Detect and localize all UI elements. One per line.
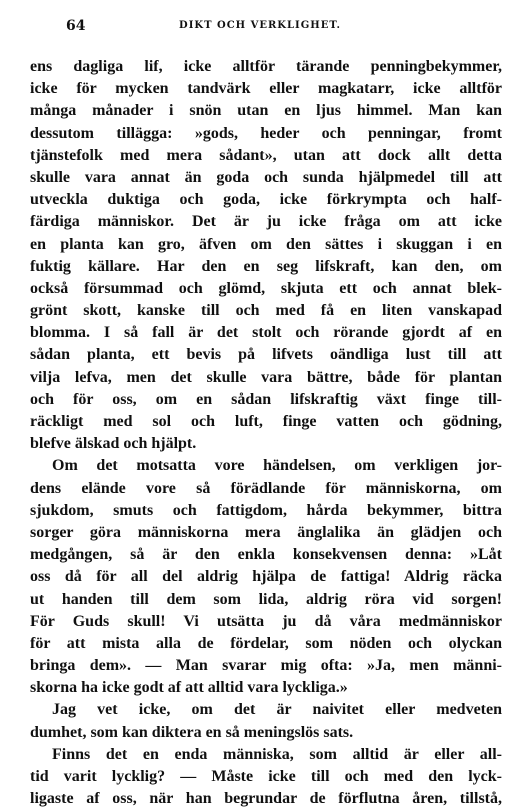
- text-line: och för oss, om en sådan lifskraftig växt finge till-: [30, 390, 502, 408]
- body-text: [30, 56, 502, 810]
- text-line: dessutom tillägga: »gods, heder och penningar, fromt: [30, 124, 502, 142]
- text-line: dens elände vore så förädlande för människorna, om: [30, 479, 502, 497]
- text-line: för att mista alla de fördelar, som nöden och olyckan: [30, 634, 502, 652]
- text-line: För Guds skull! Vi utsätta ju då våra medmänniskor: [30, 612, 502, 630]
- text-line: blomma. I så fall är det stolt och rörande gjordt af en: [30, 324, 502, 342]
- text-line: många månader i snön utan en ljus himmel. Man kan: [30, 102, 502, 120]
- text-line: fuktig källare. Har den en seg lifskraft, kan den, om: [30, 257, 502, 275]
- text-line: räckligt med sol och luft, finge vatten och gödning,: [30, 413, 502, 430]
- text-line: en planta kan gro, äfven om den sättes i skuggan i en: [30, 235, 502, 253]
- text-line: också försummad och glömd, skjuta ett och annat blek-: [30, 279, 502, 297]
- text-line: ligaste af oss, när han begrundar de förflutna åren, tillstå,: [30, 790, 502, 808]
- text-line: Finns det en enda människa, som alltid är eller all-: [52, 745, 502, 763]
- text-line: medgången, så är den enkla konsekvensen denna: »Låt: [30, 546, 502, 564]
- text-line: skulle vara annat än goda och sunda hjälpmedel till att: [30, 168, 502, 186]
- text-line: sorger göra människorna mera änglalika än glädjen och: [30, 523, 502, 541]
- text-line: blefve älskad och hjälpt.: [30, 435, 197, 453]
- text-line: sådan planta, ett bevis på lifvets oändliga lust till att: [30, 346, 502, 364]
- text-line: sjukdom, smuts och fattigdom, hårda bekymmer, bittra: [30, 501, 502, 519]
- text-line: Jag vet icke, om det är naivitet eller medveten: [52, 701, 502, 719]
- text-line: bringa dem». — Man svarar mig ofta: »Ja, men männi-: [30, 657, 502, 675]
- text-line: icke för mycken tandvärk eller magkatarr, icke alltför: [30, 80, 502, 98]
- text-line: utveckla duktiga och goda, icke förkrympta och half-: [30, 191, 502, 209]
- running-title: DIKT OCH VERKLIGHET.: [179, 20, 341, 31]
- text-line: ens dagliga lif, icke alltför tärande penningbekymmer,: [30, 58, 502, 75]
- text-line: Om det motsatta vore händelsen, om verkligen jor-: [52, 457, 502, 475]
- text-line: oss då för all del aldrig hjälpa de fattiga! Aldrig räcka: [30, 568, 502, 586]
- text-line: skorna ha icke godt af att alltid vara lyckliga.»: [30, 679, 348, 697]
- text-line: dumhet, som kan diktera en så meningslös sats.: [30, 723, 354, 741]
- text-line: ut handen till dem som lida, aldrig röra vid sorgen!: [30, 590, 502, 608]
- text-line: tid varit lycklig? — Måste icke till och med den lyck-: [30, 768, 502, 785]
- text-line: tjänstefolk med mera sådant», utan att dock allt detta: [30, 146, 502, 164]
- text-line: färdiga människor. Det är ju icke fråga om att icke: [30, 213, 502, 231]
- page-number: 64: [66, 18, 86, 34]
- text-line: vilja lefva, men det skulle vara bättre, både för plantan: [30, 368, 502, 386]
- page-header: [0, 18, 520, 38]
- text-line: grönt skott, kanske till och med få en liten vanskapad: [30, 302, 502, 320]
